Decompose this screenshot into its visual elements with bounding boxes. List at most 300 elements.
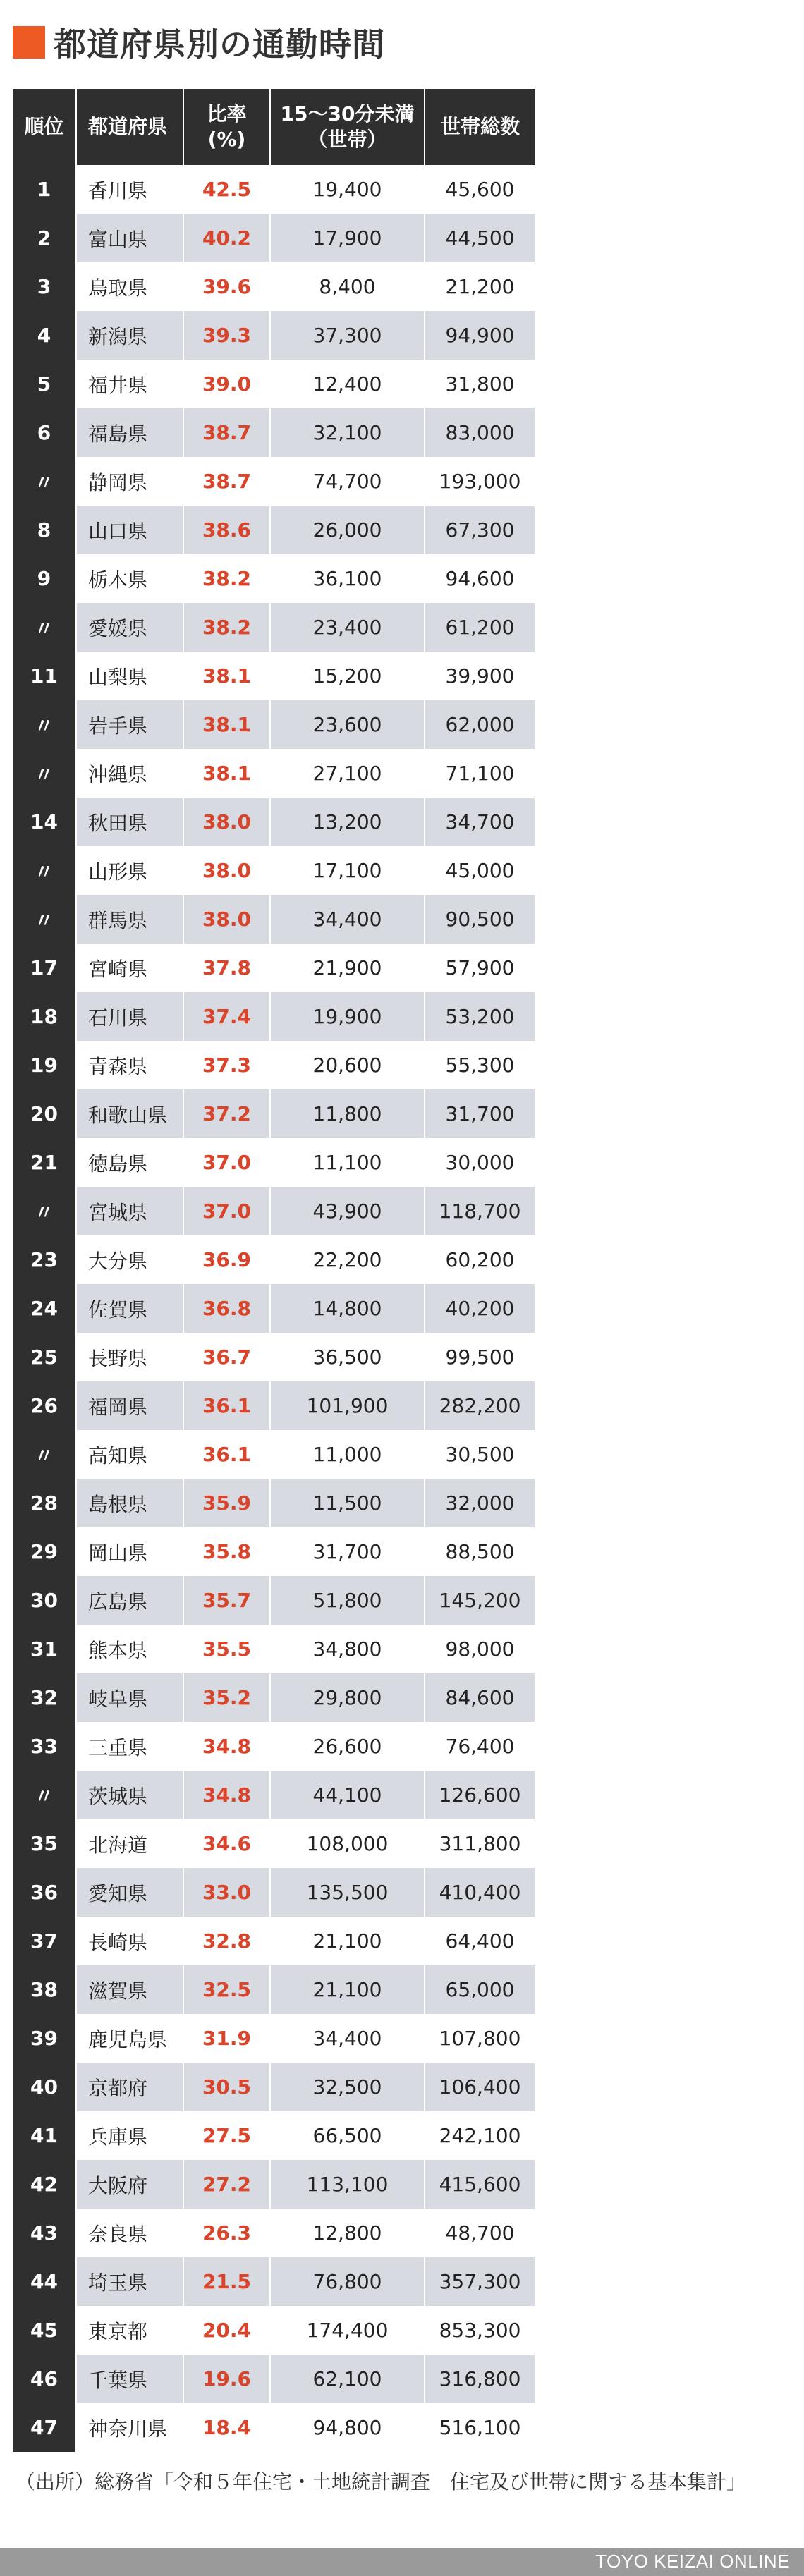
households-15-30-cell: 17,100	[270, 846, 425, 895]
title-square-icon	[13, 26, 45, 59]
prefecture-cell: 奈良県	[76, 2209, 183, 2257]
table-row	[13, 2306, 535, 2355]
prefecture-cell: 三重県	[76, 1722, 183, 1771]
table-row	[13, 846, 535, 895]
prefecture-cell: 大阪府	[76, 2160, 183, 2209]
prefecture-cell: 新潟県	[76, 311, 183, 360]
rank-cell: 46	[13, 2355, 76, 2403]
ratio-cell: 36.1	[183, 1381, 270, 1430]
table-row	[13, 214, 535, 262]
households-15-30-cell: 76,800	[270, 2257, 425, 2306]
ratio-cell: 34.8	[183, 1722, 270, 1771]
rank-cell: 41	[13, 2111, 76, 2160]
total-households-cell: 44,500	[425, 214, 535, 262]
rank-cell: 〃	[13, 846, 76, 895]
ratio-cell: 35.7	[183, 1576, 270, 1625]
prefecture-cell: 香川県	[76, 165, 183, 214]
households-15-30-cell: 21,100	[270, 1917, 425, 1965]
prefecture-cell: 愛知県	[76, 1868, 183, 1917]
prefecture-cell: 愛媛県	[76, 603, 183, 652]
table-row	[13, 1284, 535, 1333]
header-households-15-30	[270, 89, 425, 165]
households-15-30-cell: 62,100	[270, 2355, 425, 2403]
prefecture-cell: 北海道	[76, 1819, 183, 1868]
rank-cell: 9	[13, 554, 76, 603]
table-row	[13, 360, 535, 408]
total-households-cell: 60,200	[425, 1235, 535, 1284]
table-body	[13, 165, 535, 2452]
page-title: 都道府県別の通勤時間	[54, 25, 385, 63]
total-households-cell: 107,800	[425, 2014, 535, 2063]
header-households-line2: （世帯）	[307, 128, 387, 151]
ratio-cell: 32.8	[183, 1917, 270, 1965]
prefecture-cell: 千葉県	[76, 2355, 183, 2403]
table-row	[13, 2403, 535, 2452]
households-15-30-cell: 14,800	[270, 1284, 425, 1333]
table-row	[13, 1235, 535, 1284]
prefecture-cell: 大分県	[76, 1235, 183, 1284]
total-households-cell: 94,600	[425, 554, 535, 603]
total-households-cell: 62,000	[425, 700, 535, 749]
ratio-cell: 37.4	[183, 992, 270, 1041]
households-15-30-cell: 22,200	[270, 1235, 425, 1284]
households-15-30-cell: 32,500	[270, 2063, 425, 2111]
total-households-cell: 88,500	[425, 1527, 535, 1576]
prefecture-cell: 山梨県	[76, 652, 183, 700]
ratio-cell: 35.5	[183, 1625, 270, 1673]
rank-cell: 32	[13, 1673, 76, 1722]
total-households-cell: 316,800	[425, 2355, 535, 2403]
households-15-30-cell: 31,700	[270, 1527, 425, 1576]
households-15-30-cell: 34,400	[270, 2014, 425, 2063]
rank-cell: 42	[13, 2160, 76, 2209]
ratio-cell: 39.6	[183, 262, 270, 311]
prefecture-cell: 沖縄県	[76, 749, 183, 798]
households-15-30-cell: 174,400	[270, 2306, 425, 2355]
ratio-cell: 32.5	[183, 1965, 270, 2014]
prefecture-cell: 東京都	[76, 2306, 183, 2355]
rank-cell: 47	[13, 2403, 76, 2452]
total-households-cell: 106,400	[425, 2063, 535, 2111]
header-rank: 順位	[13, 89, 76, 165]
table-row	[13, 1187, 535, 1235]
households-15-30-cell: 43,900	[270, 1187, 425, 1235]
rank-cell: 40	[13, 2063, 76, 2111]
prefecture-cell: 長野県	[76, 1333, 183, 1381]
table-row	[13, 652, 535, 700]
header-total-households: 世帯総数	[425, 89, 535, 165]
ratio-cell: 38.0	[183, 895, 270, 944]
ratio-cell: 36.9	[183, 1235, 270, 1284]
households-15-30-cell: 37,300	[270, 311, 425, 360]
ratio-cell: 38.2	[183, 554, 270, 603]
households-15-30-cell: 108,000	[270, 1819, 425, 1868]
table-row	[13, 798, 535, 846]
total-households-cell: 83,000	[425, 408, 535, 457]
ratio-cell: 35.2	[183, 1673, 270, 1722]
total-households-cell: 357,300	[425, 2257, 535, 2306]
households-15-30-cell: 135,500	[270, 1868, 425, 1917]
table-row	[13, 1527, 535, 1576]
ratio-cell: 27.5	[183, 2111, 270, 2160]
prefecture-cell: 岡山県	[76, 1527, 183, 1576]
total-households-cell: 48,700	[425, 2209, 535, 2257]
ratio-cell: 38.7	[183, 408, 270, 457]
total-households-cell: 98,000	[425, 1625, 535, 1673]
total-households-cell: 193,000	[425, 457, 535, 506]
ratio-cell: 26.3	[183, 2209, 270, 2257]
table-row	[13, 1917, 535, 1965]
households-15-30-cell: 36,500	[270, 1333, 425, 1381]
households-15-30-cell: 32,100	[270, 408, 425, 457]
rank-cell: 43	[13, 2209, 76, 2257]
households-15-30-cell: 23,400	[270, 603, 425, 652]
prefecture-cell: 宮城県	[76, 1187, 183, 1235]
rank-cell: 26	[13, 1381, 76, 1430]
households-15-30-cell: 17,900	[270, 214, 425, 262]
prefecture-cell: 栃木県	[76, 554, 183, 603]
ratio-cell: 38.6	[183, 506, 270, 554]
header-ratio-line1: 比率	[207, 102, 247, 126]
total-households-cell: 71,100	[425, 749, 535, 798]
rank-cell: 3	[13, 262, 76, 311]
table-row	[13, 2355, 535, 2403]
table-row	[13, 311, 535, 360]
table-row	[13, 1381, 535, 1430]
prefecture-cell: 徳島県	[76, 1138, 183, 1187]
total-households-cell: 67,300	[425, 506, 535, 554]
rank-cell: 6	[13, 408, 76, 457]
ratio-cell: 37.0	[183, 1138, 270, 1187]
prefecture-cell: 埼玉県	[76, 2257, 183, 2306]
ratio-cell: 36.1	[183, 1430, 270, 1479]
prefecture-cell: 宮崎県	[76, 944, 183, 992]
total-households-cell: 76,400	[425, 1722, 535, 1771]
total-households-cell: 516,100	[425, 2403, 535, 2452]
table-row	[13, 1479, 535, 1527]
households-15-30-cell: 36,100	[270, 554, 425, 603]
ratio-cell: 38.1	[183, 749, 270, 798]
header-prefecture: 都道府県	[76, 89, 183, 165]
households-15-30-cell: 20,600	[270, 1041, 425, 1089]
rank-cell: 35	[13, 1819, 76, 1868]
total-households-cell: 65,000	[425, 1965, 535, 2014]
table-row	[13, 1965, 535, 2014]
ratio-cell: 42.5	[183, 165, 270, 214]
prefecture-cell: 青森県	[76, 1041, 183, 1089]
prefecture-cell: 島根県	[76, 1479, 183, 1527]
rank-cell: 44	[13, 2257, 76, 2306]
prefecture-cell: 富山県	[76, 214, 183, 262]
rank-cell: 11	[13, 652, 76, 700]
rank-cell: 〃	[13, 749, 76, 798]
total-households-cell: 40,200	[425, 1284, 535, 1333]
rank-cell: 37	[13, 1917, 76, 1965]
total-households-cell: 30,000	[425, 1138, 535, 1187]
ratio-cell: 21.5	[183, 2257, 270, 2306]
rank-cell: 5	[13, 360, 76, 408]
table-row	[13, 1430, 535, 1479]
table-row	[13, 895, 535, 944]
households-15-30-cell: 19,900	[270, 992, 425, 1041]
prefecture-cell: 佐賀県	[76, 1284, 183, 1333]
total-households-cell: 145,200	[425, 1576, 535, 1625]
table-row	[13, 749, 535, 798]
rank-cell: 33	[13, 1722, 76, 1771]
table-row	[13, 408, 535, 457]
table-row	[13, 2111, 535, 2160]
rank-cell: 〃	[13, 603, 76, 652]
table-row	[13, 1819, 535, 1868]
prefecture-cell: 岩手県	[76, 700, 183, 749]
ratio-cell: 31.9	[183, 2014, 270, 2063]
table-row	[13, 603, 535, 652]
rank-cell: 21	[13, 1138, 76, 1187]
ratio-cell: 39.3	[183, 311, 270, 360]
prefecture-cell: 熊本県	[76, 1625, 183, 1673]
total-households-cell: 31,700	[425, 1089, 535, 1138]
rank-cell: 〃	[13, 1430, 76, 1479]
header-households-line1: 15〜30分未満	[280, 102, 415, 126]
ratio-cell: 39.0	[183, 360, 270, 408]
rank-cell: 36	[13, 1868, 76, 1917]
rank-cell: 30	[13, 1576, 76, 1625]
table-row	[13, 1673, 535, 1722]
households-15-30-cell: 26,000	[270, 506, 425, 554]
table-header	[13, 89, 535, 165]
rank-cell: 〃	[13, 700, 76, 749]
table-row	[13, 457, 535, 506]
source-note: （出所）総務省「令和５年住宅・土地統計調査 住宅及び世帯に関する基本集計」	[16, 2470, 747, 2493]
prefecture-cell: 静岡県	[76, 457, 183, 506]
rank-cell: 2	[13, 214, 76, 262]
households-15-30-cell: 12,400	[270, 360, 425, 408]
total-households-cell: 45,000	[425, 846, 535, 895]
ratio-cell: 27.2	[183, 2160, 270, 2209]
table-row	[13, 2063, 535, 2111]
table-row	[13, 1041, 535, 1089]
households-15-30-cell: 11,800	[270, 1089, 425, 1138]
table-row	[13, 2209, 535, 2257]
table-row	[13, 1089, 535, 1138]
total-households-cell: 415,600	[425, 2160, 535, 2209]
ratio-cell: 34.6	[183, 1819, 270, 1868]
rank-cell: 1	[13, 165, 76, 214]
households-15-30-cell: 8,400	[270, 262, 425, 311]
ratio-cell: 38.0	[183, 846, 270, 895]
households-15-30-cell: 51,800	[270, 1576, 425, 1625]
ratio-cell: 30.5	[183, 2063, 270, 2111]
total-households-cell: 61,200	[425, 603, 535, 652]
ratio-cell: 37.2	[183, 1089, 270, 1138]
total-households-cell: 242,100	[425, 2111, 535, 2160]
ratio-cell: 38.2	[183, 603, 270, 652]
footer-brand: TOYO KEIZAI ONLINE	[595, 2551, 790, 2572]
prefecture-cell: 茨城県	[76, 1771, 183, 1819]
table-row	[13, 506, 535, 554]
households-15-30-cell: 74,700	[270, 457, 425, 506]
rank-cell: 25	[13, 1333, 76, 1381]
households-15-30-cell: 113,100	[270, 2160, 425, 2209]
ratio-cell: 37.0	[183, 1187, 270, 1235]
total-households-cell: 64,400	[425, 1917, 535, 1965]
rank-cell: 20	[13, 1089, 76, 1138]
rank-cell: 〃	[13, 1187, 76, 1235]
header-ratio	[183, 89, 270, 165]
rank-cell: 28	[13, 1479, 76, 1527]
table-row	[13, 992, 535, 1041]
ratio-cell: 35.9	[183, 1479, 270, 1527]
prefecture-cell: 福島県	[76, 408, 183, 457]
ratio-cell: 20.4	[183, 2306, 270, 2355]
households-15-30-cell: 11,100	[270, 1138, 425, 1187]
rank-cell: 29	[13, 1527, 76, 1576]
rank-cell: 〃	[13, 1771, 76, 1819]
total-households-cell: 57,900	[425, 944, 535, 992]
table-row	[13, 1771, 535, 1819]
total-households-cell: 118,700	[425, 1187, 535, 1235]
households-15-30-cell: 27,100	[270, 749, 425, 798]
households-15-30-cell: 12,800	[270, 2209, 425, 2257]
ratio-cell: 40.2	[183, 214, 270, 262]
title-bar	[13, 21, 385, 63]
ratio-cell: 38.0	[183, 798, 270, 846]
ratio-cell: 37.3	[183, 1041, 270, 1089]
ratio-cell: 36.8	[183, 1284, 270, 1333]
households-15-30-cell: 21,900	[270, 944, 425, 992]
table-row	[13, 2014, 535, 2063]
households-15-30-cell: 29,800	[270, 1673, 425, 1722]
households-15-30-cell: 34,400	[270, 895, 425, 944]
prefecture-cell: 和歌山県	[76, 1089, 183, 1138]
table-row	[13, 944, 535, 992]
prefecture-cell: 長崎県	[76, 1917, 183, 1965]
total-households-cell: 21,200	[425, 262, 535, 311]
table-row	[13, 1576, 535, 1625]
table-row	[13, 1138, 535, 1187]
rank-cell: 24	[13, 1284, 76, 1333]
households-15-30-cell: 34,800	[270, 1625, 425, 1673]
table-row	[13, 262, 535, 311]
prefecture-cell: 群馬県	[76, 895, 183, 944]
rank-cell: 19	[13, 1041, 76, 1089]
prefecture-cell: 高知県	[76, 1430, 183, 1479]
ratio-cell: 38.1	[183, 652, 270, 700]
rank-cell: 31	[13, 1625, 76, 1673]
total-households-cell: 94,900	[425, 311, 535, 360]
ratio-cell: 19.6	[183, 2355, 270, 2403]
prefecture-cell: 兵庫県	[76, 2111, 183, 2160]
prefecture-cell: 石川県	[76, 992, 183, 1041]
households-15-30-cell: 19,400	[270, 165, 425, 214]
prefecture-cell: 滋賀県	[76, 1965, 183, 2014]
ratio-cell: 37.8	[183, 944, 270, 992]
table-row	[13, 1625, 535, 1673]
total-households-cell: 311,800	[425, 1819, 535, 1868]
prefecture-cell: 岐阜県	[76, 1673, 183, 1722]
households-15-30-cell: 94,800	[270, 2403, 425, 2452]
ratio-cell: 18.4	[183, 2403, 270, 2452]
total-households-cell: 53,200	[425, 992, 535, 1041]
ratio-cell: 33.0	[183, 1868, 270, 1917]
ratio-cell: 38.1	[183, 700, 270, 749]
table-row	[13, 554, 535, 603]
total-households-cell: 410,400	[425, 1868, 535, 1917]
households-15-30-cell: 11,000	[270, 1430, 425, 1479]
commute-table	[13, 89, 536, 2452]
total-households-cell: 99,500	[425, 1333, 535, 1381]
table-row	[13, 2160, 535, 2209]
households-15-30-cell: 13,200	[270, 798, 425, 846]
total-households-cell: 126,600	[425, 1771, 535, 1819]
total-households-cell: 282,200	[425, 1381, 535, 1430]
prefecture-cell: 鹿児島県	[76, 2014, 183, 2063]
rank-cell: 8	[13, 506, 76, 554]
total-households-cell: 853,300	[425, 2306, 535, 2355]
total-households-cell: 34,700	[425, 798, 535, 846]
total-households-cell: 32,000	[425, 1479, 535, 1527]
rank-cell: 23	[13, 1235, 76, 1284]
households-15-30-cell: 101,900	[270, 1381, 425, 1430]
table-row	[13, 1333, 535, 1381]
households-15-30-cell: 21,100	[270, 1965, 425, 2014]
rank-cell: 〃	[13, 457, 76, 506]
total-households-cell: 84,600	[425, 1673, 535, 1722]
ratio-cell: 35.8	[183, 1527, 270, 1576]
rank-cell: 17	[13, 944, 76, 992]
table-row	[13, 2257, 535, 2306]
households-15-30-cell: 26,600	[270, 1722, 425, 1771]
total-households-cell: 31,800	[425, 360, 535, 408]
rank-cell: 〃	[13, 895, 76, 944]
rank-cell: 39	[13, 2014, 76, 2063]
households-15-30-cell: 15,200	[270, 652, 425, 700]
rank-cell: 45	[13, 2306, 76, 2355]
prefecture-cell: 京都府	[76, 2063, 183, 2111]
total-households-cell: 39,900	[425, 652, 535, 700]
households-15-30-cell: 66,500	[270, 2111, 425, 2160]
rank-cell: 4	[13, 311, 76, 360]
footer-bar	[0, 2548, 804, 2576]
rank-cell: 18	[13, 992, 76, 1041]
prefecture-cell: 福岡県	[76, 1381, 183, 1430]
households-15-30-cell: 44,100	[270, 1771, 425, 1819]
table-row	[13, 1722, 535, 1771]
total-households-cell: 90,500	[425, 895, 535, 944]
ratio-cell: 34.8	[183, 1771, 270, 1819]
table-row	[13, 1868, 535, 1917]
ratio-cell: 36.7	[183, 1333, 270, 1381]
header-ratio-line2: (%)	[207, 128, 246, 151]
prefecture-cell: 広島県	[76, 1576, 183, 1625]
total-households-cell: 55,300	[425, 1041, 535, 1089]
prefecture-cell: 山口県	[76, 506, 183, 554]
prefecture-cell: 山形県	[76, 846, 183, 895]
rank-cell: 14	[13, 798, 76, 846]
total-households-cell: 45,600	[425, 165, 535, 214]
prefecture-cell: 鳥取県	[76, 262, 183, 311]
prefecture-cell: 神奈川県	[76, 2403, 183, 2452]
households-15-30-cell: 23,600	[270, 700, 425, 749]
total-households-cell: 30,500	[425, 1430, 535, 1479]
prefecture-cell: 秋田県	[76, 798, 183, 846]
households-15-30-cell: 11,500	[270, 1479, 425, 1527]
ratio-cell: 38.7	[183, 457, 270, 506]
table-row	[13, 700, 535, 749]
rank-cell: 38	[13, 1965, 76, 2014]
table-row	[13, 165, 535, 214]
prefecture-cell: 福井県	[76, 360, 183, 408]
